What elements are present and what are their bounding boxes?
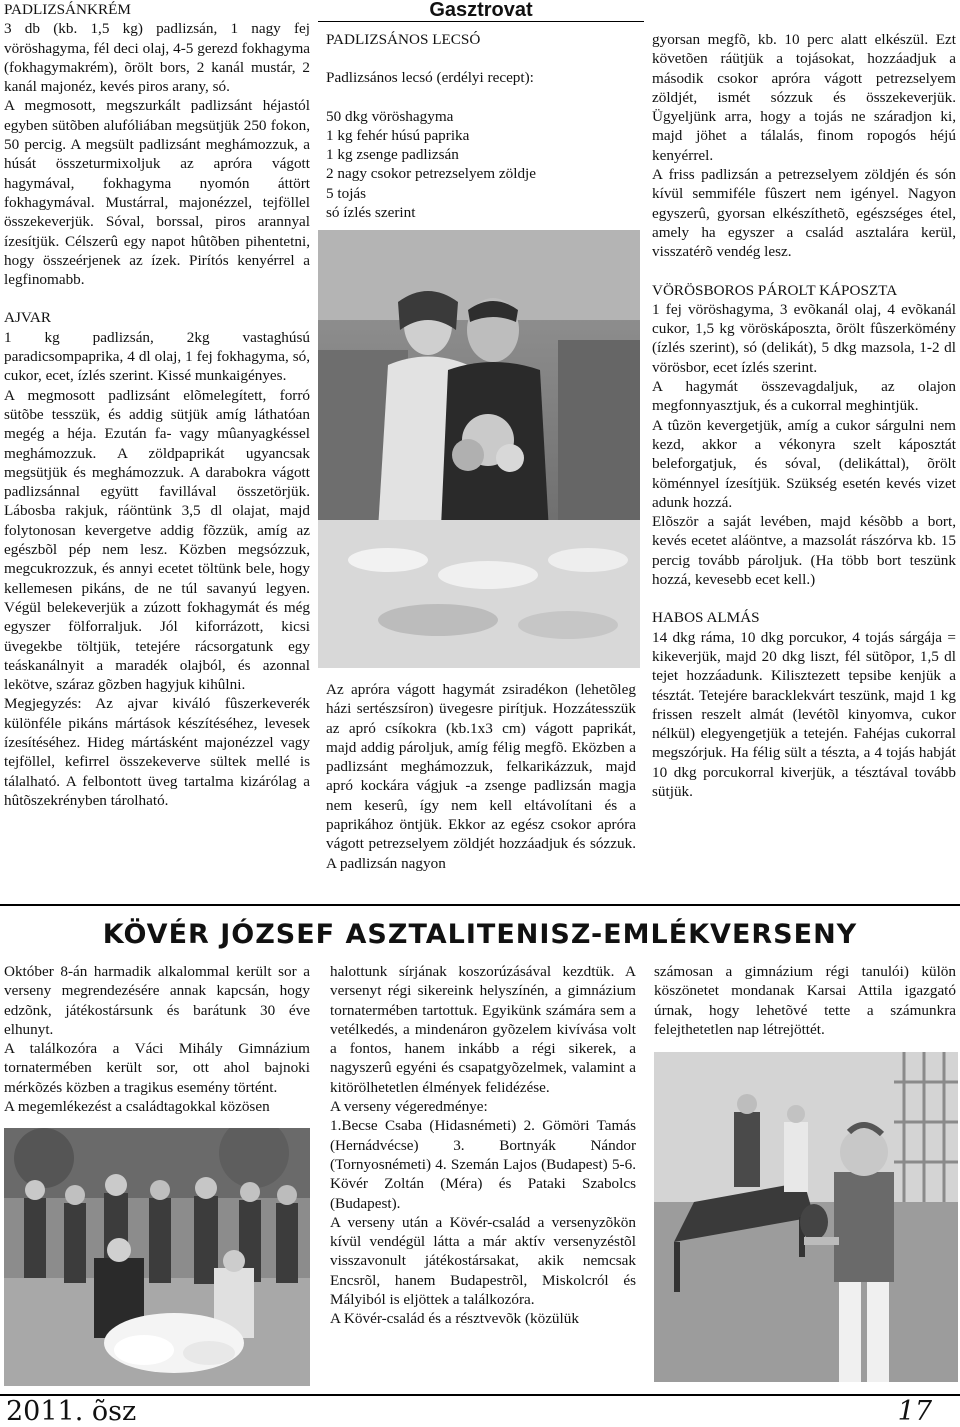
recipe-method-lecso: Az apróra vágott hagymát zsiradékon (lehetõleg házi sertészsíron) üvegesre pirítjuk. Hozzátesszük az apró csíkokra (kb.1x3 cm) vágott paprikát, majd addig pároljuk, amíg félig megfõ. Eközben a padlizsánt meghámozzuk, felkarikázzuk, majd apró kockára vágjuk -a zsenge padlizsán magja nem keserû, így nem kell eltávolítani és a paprikához öntjük. Ekkor az egész csokor apróra vágott petrezselyem zöldjét hozzáadjuk és sózzuk. A padlizsán nagyon <box>326 681 636 872</box>
ingredient-item: 50 dkg vöröshagyma <box>326 107 454 125</box>
article-paragraph: számosan a gimnázium régi tanulói) külön köszönetet mondanak Karsai Attila igazgató úrnak, hogy lehetõvé tette a számunkra felejthetetlen nap létrejöttét. <box>654 963 956 1038</box>
recipe-column-left <box>4 0 310 810</box>
recipe-step-kaposzta: Elõször a saját levében, majd késõbb a bort, kevés ecetet aláöntve, a mazsolát rászórva kb. 15 percig tovább pároljuk. (Ha több bort teszünk hozzá, kevesebb ecet kell.) <box>652 513 956 589</box>
section-divider <box>0 904 960 906</box>
recipe-column-right <box>652 30 956 801</box>
recipe-note-lecso: A friss padlizsán a petrezselyem zöldjén és són kívül semmiféle fûszert nem igényel. Nagyon egyszerû, gyorsan elkészíthetõ, egészséges étel, amely ha egyszer a család asztalára kerül, visszatérõ vendég lesz. <box>652 166 956 261</box>
article-paragraph: A Kövér-család és a résztvevõk (közülük <box>330 1310 579 1328</box>
ingredient-item: só ízlés szerint <box>326 204 416 222</box>
recipe-title-lecso: PADLIZSÁNOS LECSÓ <box>326 31 481 48</box>
recipe-step-kaposzta: A hagymát összevagdaljuk, az olajon megfonnyasztjuk, és a cukorral meghintjük. <box>652 378 956 415</box>
recipe-method-lecso-continued: gyorsan megfõ, kb. 10 perc alatt elkészül. Ezt követõen ráütjük a tojásokat, hozzáadjuk a második csokor apróra vágott petrezselyem zöldjét, ismét sózzuk és összekeverjük. Ügyeljünk arra, hogy a tojás ne száradjon ki, majd jöhet a tálalás, finom ropogós héjú kenyérrel. <box>652 31 956 164</box>
article-column-right <box>654 962 956 1039</box>
recipe-ingredients-kaposzta: 1 fej vöröshagyma, 3 evõkanál olaj, 4 evõkanál cukor, 1,5 kg vöröskáposzta, õrölt fûszerkömény (ízlés szerint), só (delikát), 5 dkg mazsola, 1-2 dl vörösbor, ecet ízlés szerint. <box>652 300 956 376</box>
recipe-method-ajvar: A megmosott padlizsánt elõmelegített, forró sütõbe tesszük, és addig sütjük amíg láthatóan megég a héja. Ezután fa- vagy mûanyagkéssel meghámozzuk. A zöldpaprikát ugyancsak megsütjük és meghámozzuk. A darabokra vágott padlizsánnal együtt favillával összetörjük. Lábosba rakjuk, ráöntünk 3,5 dl olajat, majd folytonosan kevergetve addig fõzzük, amíg az egészbõl pép nem lesz. Közben megsózzuk, megcukrozzuk, és annyi ecetet töltünk bele, hogy kellemesen pikáns, de ne túl savanyú legyen. Végül belekeverjük a zúzott fokhagymát és még egyszer fölforraljuk. Jól kiforrázott, kicsi üvegekbe töltjük, tetejére rácsorgatunk egy teáskanálnyit a maradék olajból, és azonnal lekötve, száraz gõzben hagyjuk kihûlni. <box>4 386 310 694</box>
article-column-left <box>4 962 310 1116</box>
recipe-title-ajvar: AJVAR <box>4 309 51 327</box>
photo-memorial-group <box>4 1128 310 1386</box>
recipe-step-kaposzta: A tûzön kevergetjük, amíg a cukor sárgulni nem kezd, akkor a vékonyra szelt káposztát beleforgatjuk, és sóval, (delikáttal), õrölt köménnyel ízesítjük. Szükség esetén kevés vizet adunk hozzá. <box>652 416 956 511</box>
photo-table-tennis <box>654 1052 958 1382</box>
ingredient-item: 1 kg fehér húsú paprika <box>326 126 470 144</box>
recipe-note-ajvar: Megjegyzés: Az ajvar kiváló fûszerkeverék különféle pikáns mártások készítéséhez, levesek ízesítéséhez. Hideg mártásként majonézzel vagy tejföllel, kefirrel összekeverve sültek mellé is tálalható. A felbontott üveg tartalma kizárólag a hûtõszekrényben tárolható. <box>4 695 310 809</box>
photo-cooking-couple <box>318 230 640 668</box>
recipe-title-padlizsankrem: PADLIZSÁNKRÉM <box>4 1 131 18</box>
ingredient-item: 1 kg zsenge padlizsán <box>326 146 459 164</box>
footer-divider <box>0 1394 960 1396</box>
ingredient-item: 2 nagy csokor petrezselyem zöldje <box>326 165 537 183</box>
article-column-middle <box>330 962 636 1329</box>
article-paragraph: A verseny után a Kövér-család a versenyzõkön kívül vendégül látta a már aktív versenyzéstõl visszavonult játékostársakat, akik nemcsak Encsrõl, hanem Budapestrõl, Miskolcról és Mályiból is eljöttek a találkozóra. <box>330 1213 636 1309</box>
article-paragraph: A találkozóra a Váci Mihály Gimnázium tornatermében került sor, ott ahol bajnoki mérkõzés közben a tragikus esemény történt. <box>4 1040 310 1096</box>
issue-label: 2011. õsz <box>6 1396 137 1427</box>
recipe-text-almas: 14 dkg ráma, 10 dkg porcukor, 4 tojás sárgája = kikeverjük, majd 20 dkg liszt, fél sütõpor, 1,5 dl tejet hozzáadunk. Kilisztezett tepsibe kenjük a tésztát. Tetejére baracklekvárt teszünk, majd 1 kg frissen reszelt almát (levétõl kinyomva, cukor nélkül) elegyengetjük a tetején. Fahéjas cukorral megszórjuk. Ha félig sült a tészta, a 4 tojás habját 10 dkg porcukorral kiverjük, a tésztával tovább sütjük. <box>652 628 956 800</box>
recipe-title-almas: HABOS ALMÁS <box>652 609 760 627</box>
recipe-method-lecso-block <box>326 680 636 873</box>
recipe-title-kaposzta: VÖRÖSBOROS PÁROLT KÁPOSZTA <box>652 281 898 299</box>
article-results: 1.Becse Csaba (Hidasnémeti) 2. Gömöri Tamás (Hernádvécse) 3. Bortnyák Nándor (Tornyosnémeti) 4. Szemán Lajos (Budapest) 5-6. Kövér Zoltán (Méra) és Pataki Szabolcs (Budapest). <box>330 1117 636 1212</box>
article-results-heading: A verseny végeredménye: <box>330 1098 488 1116</box>
article-paragraph: halottunk sírjának koszorúzásával kezdtük. A versenyt régi sikereink helyszínén, a gimnázium tornatermében tartottuk. Egyikünk számára sem a vetélkedés, a mindenáron gyõzelem kivívása volt a fontos, hanem inkább a régi sikerek, a nagyszerû egyéni és csapatgyõzelmek, valamint a kitörölhetetlen élmények felidézése. <box>330 963 636 1096</box>
section-header: Gasztrovat <box>318 0 644 22</box>
recipe-column-middle <box>326 30 636 222</box>
article-paragraph: Október 8-án harmadik alkalommal került sor a verseny megrendezésére annak kapcsán, hogy edzõnk, játékostársunk és barátunk 30 éve elhunyt. <box>4 963 310 1038</box>
recipe-method-padlizsankrem: A megmosott, megszurkált padlizsánt héjastól egyben sütõben alufóliában megsütjük 250 fokon, 50 percig. A megsült padlizsánt meghámozzuk, a húsát összeturmixoljuk az apróra vágott hagymával, fokhagyma nyomón áttört fokhagymával. Mustárral, majonézzel, tejföllel összekeverjük. Sóval, borssal, piros arannyal ízesítjük. Célszerû egy napot hûtõben pihentetni, hogy összeérjenek az ízek. Pirítós kenyérrel a legfinomabb. <box>4 97 310 289</box>
ingredient-item: 5 tojás <box>326 184 367 202</box>
recipe-ingredients-padlizsankrem: 3 db (kb. 1,5 kg) padlizsán, 1 nagy fej vöröshagyma, fél deci olaj, 4-5 gerezd fokhagyma (fokhagymakrém), õrölt bors, 2 kanál mustár, 2 kanál majonéz, kevés piros arany, só. <box>4 20 310 96</box>
article-paragraph: A megemlékezést a családtagokkal közösen <box>4 1098 270 1116</box>
recipe-ingredients-ajvar: 1 kg padlizsán, 2kg vastaghúsú paradicsompaprika, 4 dl olaj, 1 fej fokhagyma, só, cukor, ecet, ízlés szerint. Kissé munkaigényes. <box>4 328 310 385</box>
page-number: 17 <box>897 1396 932 1427</box>
recipe-subtitle-lecso: Padlizsános lecsó (erdélyi recept): <box>326 69 534 87</box>
article-title: KÖVÉR JÓZSEF ASZTALITENISZ-EMLÉKVERSENY <box>102 919 858 950</box>
